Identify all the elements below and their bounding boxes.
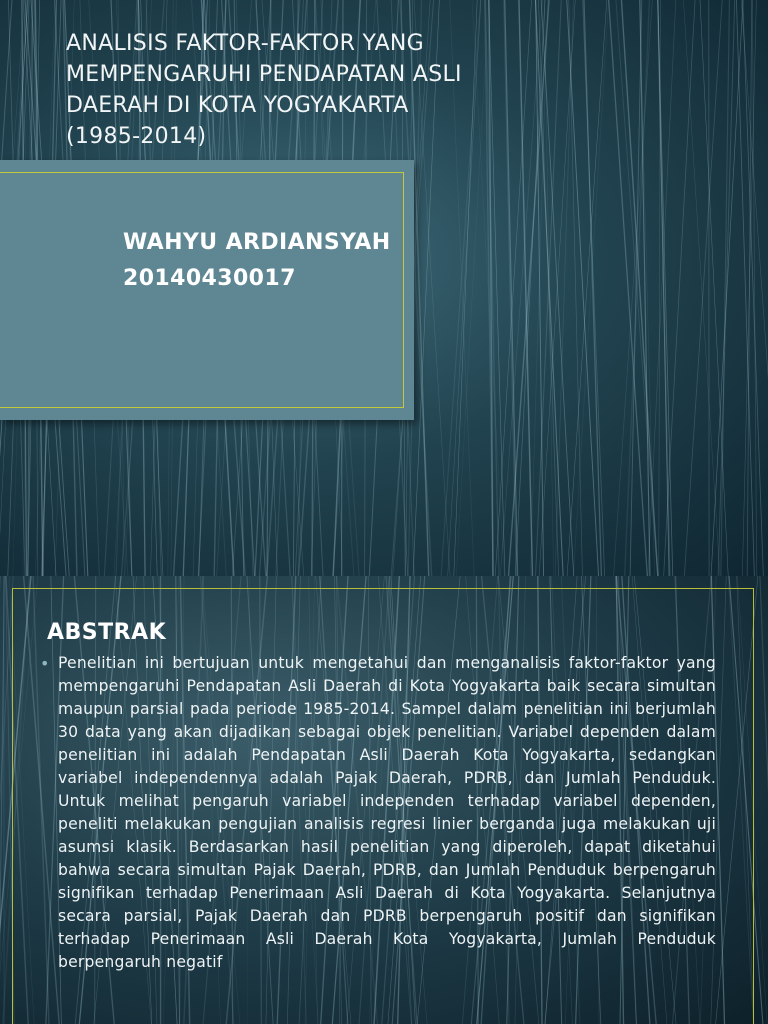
background-line (683, 0, 721, 576)
background-line (721, 0, 730, 576)
background-line (700, 0, 729, 576)
background-line (711, 0, 744, 576)
author-name: WAHYU ARDIANSYAH (123, 230, 391, 255)
student-id: 20140430017 (123, 266, 296, 291)
bullet-icon: • (40, 654, 50, 673)
abstract-text: Penelitian ini bertujuan untuk mengetahui dan menganalisis faktor-faktor yang mempengaruhi Pendapatan Asli Daerah di Kota Yogyakarta baik secara simultan maupun parsial pada periode 1985-2014. Sampel dalam penelitian ini berjumlah 30 data yang akan dijadikan sebagai objek penelitian. Variabel dependen dalam penelitian ini adalah Pendapatan Asli Daerah Kota Yogyakarta, sedangkan variabel independennya adalah Pajak Daerah, PDRB, dan Jumlah Penduduk. Untuk melihat pengaruh variabel independen terhadap variabel dependen, peneliti melakukan pengujian analisis regresi linier berganda juga melakukan uji asumsi klasik. Berdasarkan hasil penelitian yang diperoleh, dapat diketahui bahwa secara simultan Pajak Daerah, PDRB, dan Jumlah Penduduk berpengaruh signifikan terhadap Penerimaan Asli Daerah di Kota Yogyakarta. Selanjutnya secara parsial, Pajak Daerah dan PDRB berpengaruh positif dan signifikan terhadap Penerimaan Asli Daerah Kota Yogyakarta, Jumlah Penduduk berpengaruh negatif (58, 654, 716, 971)
subtitle-box (0, 160, 414, 420)
slide-title: ANALISIS FAKTOR-FAKTOR YANG MEMPENGARUHI PENDAPATAN ASLI DAERAH DI KOTA YOGYAKARTA (1985-2014) (66, 31, 462, 149)
background-line (736, 0, 755, 576)
background-line (747, 0, 752, 576)
list-item (36, 652, 716, 974)
background-line (647, 0, 676, 576)
background-line (658, 0, 673, 576)
abstract-list (36, 652, 716, 974)
background-line (718, 0, 735, 576)
abstract-heading: ABSTRAK (47, 620, 167, 645)
abstract-slide (0, 576, 768, 1024)
background-line (760, 576, 768, 1024)
background-line (684, 0, 723, 576)
